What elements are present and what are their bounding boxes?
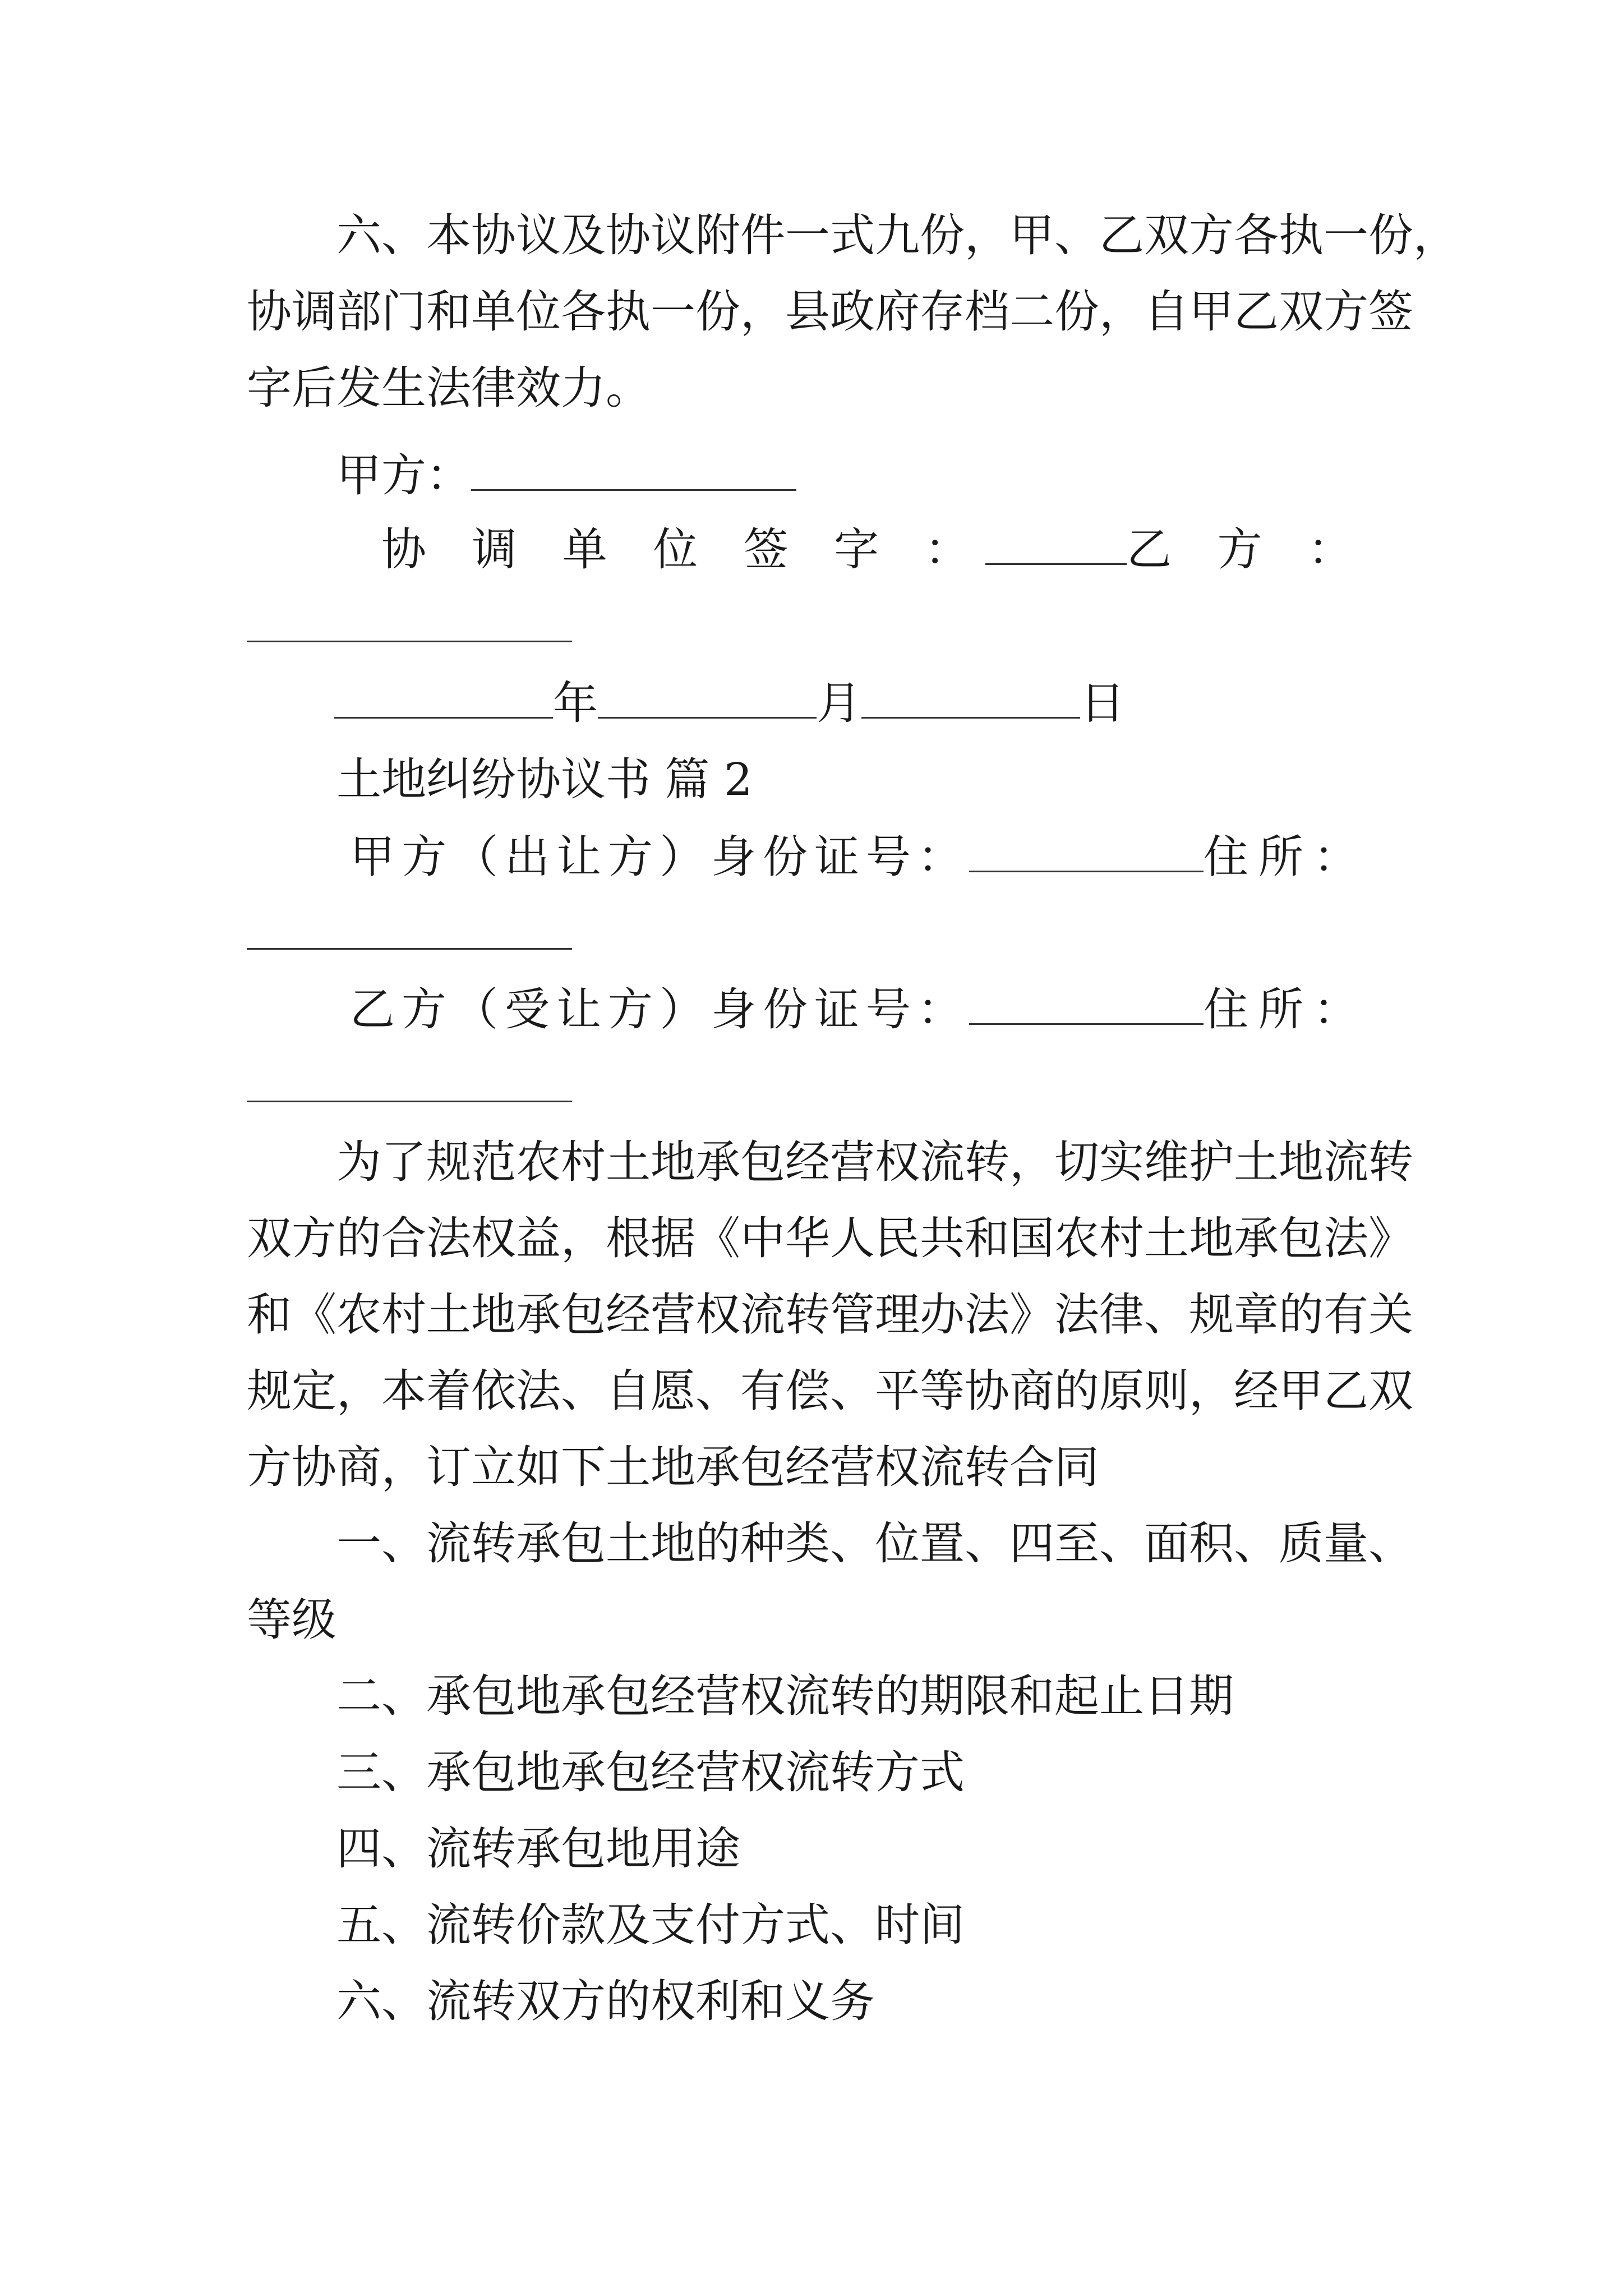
intro-line-4: 规定，本着依法、自愿、有偿、平等协商的原则，经甲乙双: [247, 1365, 1413, 1417]
intro-line-2: 双方的合法权益，根据《中华人民共和国农村土地承包法》: [247, 1212, 1413, 1264]
transferee-id-blank: [969, 984, 1204, 1025]
item-five: 五、流转价款及支付方式、时间: [336, 1899, 965, 1951]
transferor-row: [350, 830, 1368, 884]
party-a-signature-row: [336, 449, 1391, 503]
coordination-sign-blank: [985, 524, 1127, 565]
coordination-signature-row: [381, 523, 1368, 577]
intro-line-3: 和《农村土地承包经营权流转管理办法》法律、规章的有关: [247, 1289, 1413, 1341]
month-label: 月: [817, 677, 861, 729]
coordination-sign-label: 协 调 单 位 签 字 ：: [381, 523, 985, 576]
party-a-label: 甲方：: [336, 449, 471, 501]
section-title: 土地纠纷协议书 篇 2: [336, 753, 753, 806]
clause-six-line-2: 协调部门和单位各执一份，县政府存档二份，自甲乙双方签: [247, 286, 1413, 338]
transferee-id-label: 乙方（受让方）身份证号：: [350, 983, 969, 1036]
party-b-label: 乙 方 ：: [1127, 523, 1368, 576]
item-two: 二、承包地承包经营权流转的期限和起止日期: [336, 1670, 1234, 1722]
day-label: 日: [1080, 677, 1125, 729]
item-one-line-2: 等级: [247, 1594, 336, 1646]
month-blank: [598, 678, 817, 719]
year-blank: [334, 678, 553, 719]
item-three: 三、承包地承包经营权流转方式: [336, 1746, 965, 1798]
year-label: 年: [553, 677, 598, 729]
transferor-address-label: 住所：: [1204, 831, 1368, 883]
clause-six-line-1: 六、本协议及协议附件一式九份，甲、乙双方各执一份，: [336, 209, 1458, 261]
transferor-address-blank: [247, 948, 572, 950]
transferee-address-label: 住所：: [1204, 983, 1368, 1036]
party-b-blank: [247, 641, 572, 642]
day-blank: [861, 678, 1080, 719]
transferee-row: [350, 983, 1368, 1037]
date-row: [334, 677, 1125, 730]
transferor-id-label: 甲方（出让方）身份证号：: [350, 831, 969, 883]
clause-six-line-3: 字后发生法律效力。: [247, 362, 651, 414]
item-six: 六、流转双方的权利和义务: [336, 1975, 875, 2027]
item-one-line-1: 一、流转承包土地的种类、位置、四至、面积、质量、: [336, 1517, 1413, 1570]
intro-line-1: 为了规范农村土地承包经营权流转，切实维护土地流转: [336, 1136, 1413, 1188]
item-four: 四、流转承包地用途: [336, 1823, 740, 1875]
intro-line-5: 方协商，订立如下土地承包经营权流转合同: [247, 1441, 1099, 1493]
transferee-address-blank: [247, 1101, 572, 1102]
party-a-blank: [471, 450, 796, 491]
transferor-id-blank: [969, 831, 1204, 872]
